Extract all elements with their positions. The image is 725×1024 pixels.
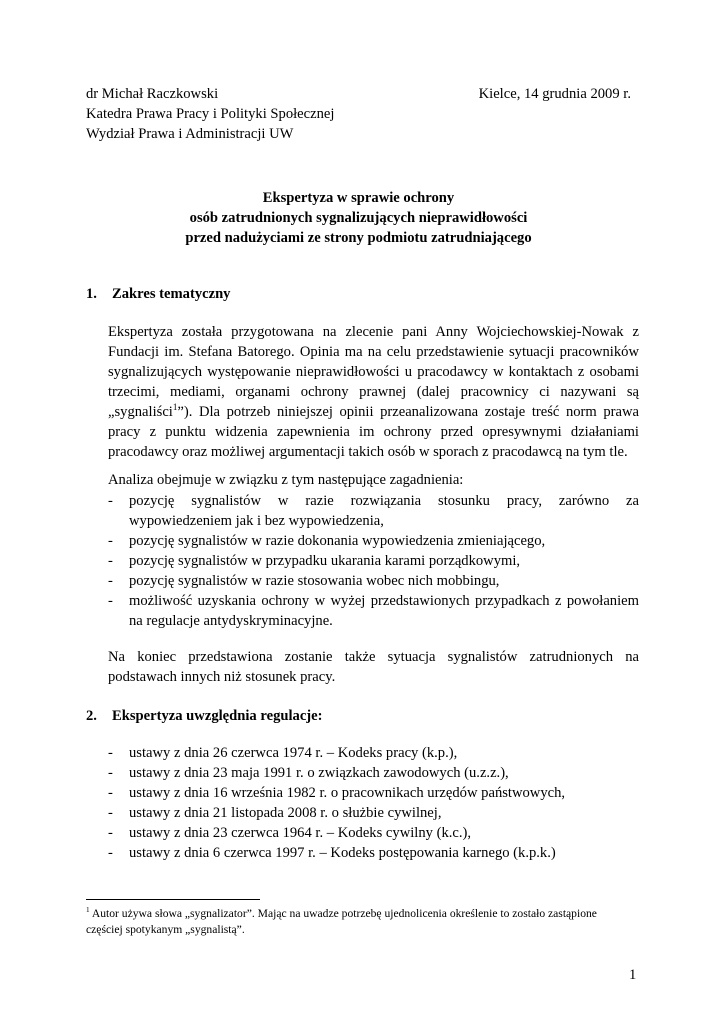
- author-name: dr Michał Raczkowski: [86, 86, 219, 102]
- section-1-paragraph-1: [108, 322, 639, 462]
- list-item-text: pozycję sygnalistów w razie dokonania wypowiedzenia zmieniającego,: [129, 533, 546, 549]
- place-date: Kielce, 14 grudnia 2009 r.: [478, 86, 631, 102]
- section-1-paragraph-2: [108, 470, 639, 490]
- section-1-paragraph-3: [108, 647, 639, 687]
- department-name: Katedra Prawa Pracy i Polityki Społecznej: [86, 106, 335, 122]
- list-item: [108, 743, 639, 763]
- list-item: [108, 591, 639, 631]
- section-2-title: Ekspertyza uwzględnia regulacje:: [112, 708, 323, 724]
- paragraph-1-text-a: Ekspertyza została przygotowana na zlecenie pani Anny Wojciechowskiej-Nowak z Fundacji im. Stefana Batorego. Opinia ma na celu przedstawienie sytuacji pracowników sygnalizujących występowanie nieprawidłowości u pracodawcy w kontaktach z osobami trzecimi, mediami, organami ochrony prawnej (dalej pracownicy ci nazywani są „sygnaliści: [108, 324, 639, 420]
- list-item: [108, 803, 639, 823]
- dash-bullet: -: [108, 593, 113, 609]
- dash-bullet: -: [108, 805, 113, 821]
- dash-bullet: -: [108, 533, 113, 549]
- list-item: [108, 491, 639, 531]
- list-item-text: ustawy z dnia 26 czerwca 1974 r. – Kodeks pracy (k.p.),: [129, 745, 458, 761]
- dash-bullet: -: [108, 553, 113, 569]
- page-number: 1: [629, 967, 637, 983]
- list-item: [108, 843, 639, 863]
- dash-bullet: -: [108, 765, 113, 781]
- list-item-text: możliwość uzyskania ochrony w wyżej przedstawionych przypadkach z powołaniem na regulacje antydyskryminacyjne.: [129, 593, 639, 629]
- title-line-3: przed nadużyciami ze strony podmiotu zatrudniającego: [185, 230, 532, 246]
- list-item: [108, 823, 639, 843]
- paragraph-1-text-b: ”). Dla potrzeb niniejszej opinii przeanalizowana zostaje treść norm prawa pracy z punktu widzenia zapewnienia im ochrony przed opresywnymi działaniami pracodawcy oraz możliwej argumentacji takich osób w sporach z pracodawcą na tym tle.: [108, 404, 639, 460]
- section-1-title: Zakres tematyczny: [112, 286, 231, 302]
- dash-bullet: -: [108, 845, 113, 861]
- list-item-text: ustawy z dnia 6 czerwca 1997 r. – Kodeks postępowania karnego (k.p.k.): [129, 845, 556, 861]
- list-item-text: ustawy z dnia 23 czerwca 1964 r. – Kodeks cywilny (k.c.),: [129, 825, 472, 841]
- dash-bullet: -: [108, 745, 113, 761]
- list-item: [108, 783, 639, 803]
- section-1-number: 1.: [86, 286, 97, 302]
- faculty-name: Wydział Prawa i Administracji UW: [86, 126, 294, 142]
- analysis-topics-list: [108, 491, 639, 631]
- list-item-text: pozycję sygnalistów w razie stosowania wobec nich mobbingu,: [129, 573, 500, 589]
- section-2-heading: [86, 706, 323, 726]
- list-item: [108, 763, 639, 783]
- dash-bullet: -: [108, 493, 113, 509]
- footnote-mark: 1: [86, 906, 90, 915]
- title-line-1: Ekspertyza w sprawie ochrony: [262, 190, 455, 206]
- regulations-list: [108, 743, 639, 863]
- list-item-text: ustawy z dnia 16 września 1982 r. o pracownikach urzędów państwowych,: [129, 785, 566, 801]
- letter-header: [86, 84, 631, 144]
- dash-bullet: -: [108, 825, 113, 841]
- footnote-separator: [86, 899, 260, 900]
- list-item-text: pozycję sygnalistów w razie rozwiązania stosunku pracy, zarówno za wypowiedzeniem jak i bez wypowiedzenia,: [129, 493, 639, 529]
- list-item-text: pozycję sygnalistów w przypadku ukarania karami porządkowymi,: [129, 553, 521, 569]
- list-item: [108, 571, 639, 591]
- section-2-number: 2.: [86, 708, 97, 724]
- list-item-text: ustawy z dnia 23 maja 1991 r. o związkach zawodowych (u.z.z.),: [129, 765, 509, 781]
- footnote: [86, 906, 631, 938]
- footnote-reference[interactable]: 1: [172, 402, 178, 413]
- list-item: [108, 531, 639, 551]
- section-1-heading: [86, 284, 230, 304]
- title-line-2: osób zatrudnionych sygnalizujących nieprawidłowości: [189, 210, 528, 226]
- dash-bullet: -: [108, 785, 113, 801]
- closing-paragraph: Na koniec przedstawiona zostanie także sytuacja sygnalistów zatrudnionych na podstawach innych niż stosunek pracy.: [108, 649, 639, 685]
- list-item: [108, 551, 639, 571]
- footnote-text: Autor używa słowa „sygnalizator”. Mając na uwadze potrzebę ujednolicenia określenie to zostało zastąpione częściej spotykanym „sygnalistą”.: [86, 907, 597, 936]
- dash-bullet: -: [108, 573, 113, 589]
- list-item-text: ustawy z dnia 21 listopada 2008 r. o służbie cywilnej,: [129, 805, 442, 821]
- analysis-intro: Analiza obejmuje w związku z tym następujące zagadnienia:: [108, 472, 464, 488]
- document-title: [86, 188, 631, 248]
